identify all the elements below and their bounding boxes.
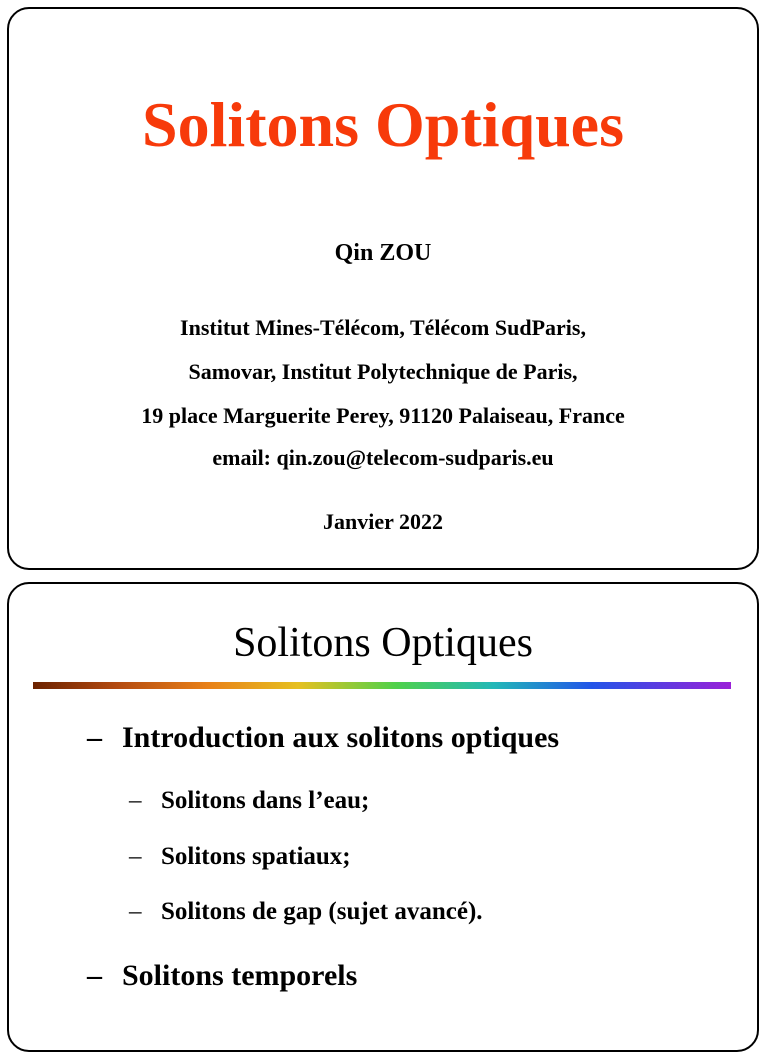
dash-marker: – (129, 843, 142, 870)
date-line: Janvier 2022 (323, 509, 443, 534)
presentation-title: Solitons Optiques (142, 89, 624, 160)
sub-bullet-item (129, 842, 351, 872)
dash-marker: – (129, 787, 142, 814)
bullet-item (87, 958, 357, 994)
bullet-label: Introduction aux solitons optiques (122, 721, 560, 754)
author-name: Qin ZOU (334, 240, 432, 266)
sub-bullet-label: Solitons de gap (sujet avancé). (161, 898, 483, 925)
dash-marker: – (87, 959, 102, 992)
slide-title: Solitons Optiques (233, 620, 533, 666)
sub-bullet-item (129, 786, 369, 816)
dash-marker: – (129, 898, 142, 925)
sub-bullet-label: Solitons spatiaux; (161, 843, 351, 870)
title-slide (7, 7, 759, 570)
bullet-item (87, 720, 559, 756)
affiliation-line-1: Institut Mines-Télécom, Télécom SudParis, (180, 315, 586, 340)
address-line: 19 place Marguerite Perey, 91120 Palaiseau, France (141, 403, 625, 428)
email-line: email: qin.zou@telecom-sudparis.eu (212, 445, 554, 470)
affiliation-line-2: Samovar, Institut Polytechnique de Paris, (188, 359, 578, 384)
sub-bullet-item (129, 897, 483, 927)
outline-slide (7, 582, 759, 1052)
rainbow-divider (33, 682, 731, 689)
bullet-label: Solitons temporels (122, 959, 358, 992)
sub-bullet-label: Solitons dans l’eau; (161, 787, 370, 814)
dash-marker: – (87, 721, 102, 754)
